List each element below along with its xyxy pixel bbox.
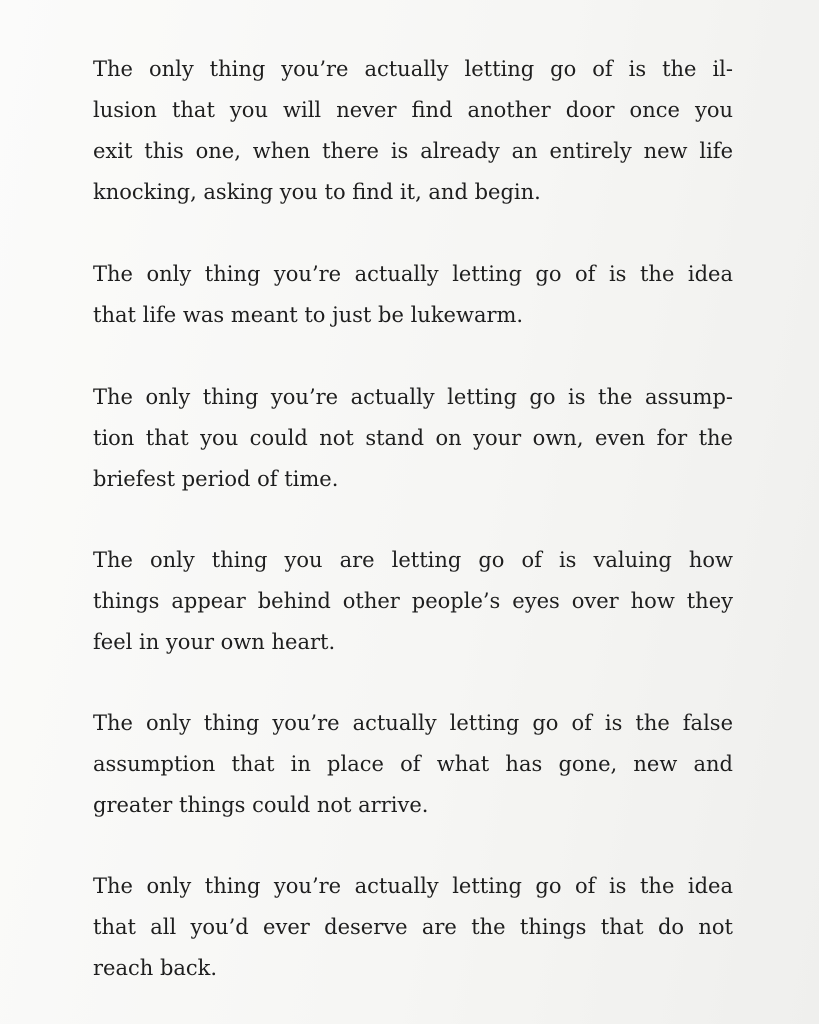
paragraph-5 bbox=[93, 703, 733, 826]
text-line: greater things could not arrive. bbox=[93, 793, 429, 817]
text-line: reach back. bbox=[93, 956, 218, 980]
text-line: The only thing you’re actually letting go of is the idea bbox=[93, 262, 733, 286]
paragraph-6 bbox=[93, 866, 733, 989]
text-line: The only thing you’re actually letting go of is the false bbox=[93, 711, 733, 735]
paragraph-2 bbox=[93, 254, 733, 336]
text-line: feel in your own heart. bbox=[93, 630, 336, 654]
paragraph-4 bbox=[93, 540, 733, 663]
paragraph-3 bbox=[93, 377, 733, 500]
text-line: tion that you could not stand on your own, even for the bbox=[93, 426, 733, 450]
text-line: lusion that you will never find another door once you bbox=[93, 98, 733, 122]
text-line: exit this one, when there is already an entirely new life bbox=[93, 139, 733, 163]
text-line: that all you’d ever deserve are the things that do not bbox=[93, 915, 733, 939]
text-line: The only thing you’re actually letting go of is the il- bbox=[93, 57, 733, 81]
text-line: The only thing you’re actually letting go of is the idea bbox=[93, 874, 733, 898]
text-line: The only thing you are letting go of is valuing how bbox=[93, 548, 733, 572]
text-line: assumption that in place of what has gone, new and bbox=[93, 752, 733, 776]
text-line: knocking, asking you to find it, and begin. bbox=[93, 180, 541, 204]
text-line: The only thing you’re actually letting go is the assump- bbox=[93, 385, 733, 409]
text-line: briefest period of time. bbox=[93, 467, 339, 491]
paragraph-1 bbox=[93, 49, 733, 213]
text-line: that life was meant to just be lukewarm. bbox=[93, 303, 524, 327]
text-line: things appear behind other people’s eyes over how they bbox=[93, 589, 733, 613]
